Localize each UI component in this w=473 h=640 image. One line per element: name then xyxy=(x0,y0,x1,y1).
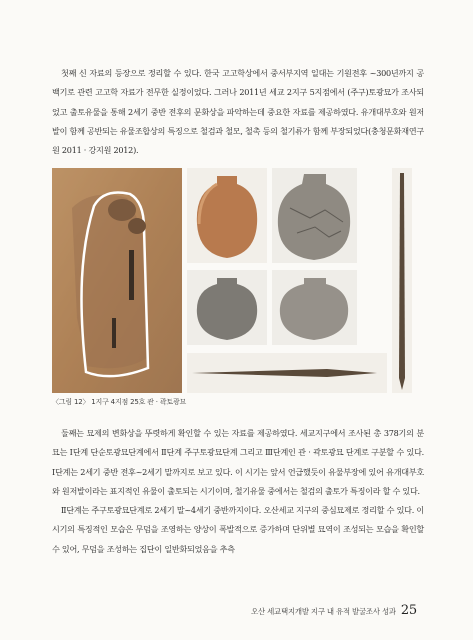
page-number: 25 xyxy=(400,603,417,618)
figure-caption: 〈그림 12〉 1지구 4지점 25호 관 · 곽토광묘 xyxy=(52,398,187,406)
body-paragraph-2 xyxy=(52,424,424,559)
burial-pit-photo xyxy=(52,168,182,393)
page-footer xyxy=(251,603,417,618)
small-jar-photo xyxy=(187,270,267,345)
figure-12 xyxy=(52,168,412,393)
paragraph-text: 첫째 신 자료의 등장으로 정리할 수 있다. 한국 고고학상에서 중서부지역 일대는 기원전후 ~300년까지 공백기로 관련 고고학 자료가 전무한 실정이었다. 그러나 2011년 세교 2지구 5지점에서 (주구)토광묘가 조사되었고 출토유물을 통해 2세기 중반 전후의 문화상을 파악하는데 중요한 자료를 제공하였다. 유개대부호와 원저발이 함께 공반되는 유물조합상의 특징으로 철검과 철모, 철촉 등의 철기류가 함께 부장되었다(충청문화재연구원 2011 · 강지원 2012). xyxy=(52,68,424,156)
running-title: 오산 세교택지개발 지구 내 유적 발굴조사 성과 xyxy=(251,607,396,616)
paragraph-text: Ⅱ단계는 주구토광묘단계로 2세기 말~4세기 중반까지이다. 오산세교 지구의 중심묘제로 정리할 수 있다. 이 시기의 특징적인 모습은 무덤을 조영하는 양상이 폭발적으로 증가하며 단위별 묘역이 조성되는 모습을 확인할 수 있어, 무덤을 조성하는 집단이 일반화되었음을 추측 xyxy=(52,505,424,554)
iron-sword-photo xyxy=(392,168,412,393)
grey-jar-photo xyxy=(272,168,357,263)
iron-spearhead-photo xyxy=(187,353,387,393)
paragraph-text: 둘째는 묘제의 변화상을 뚜렷하게 확인할 수 있는 자료를 제공하였다. 세교지구에서 조사된 총 378기의 분묘는 Ⅰ단계 단순토광묘단계에서 Ⅱ단계 주구토광묘단계 그리고 Ⅲ단계인 관 · 곽토광묘 단계로 구분할 수 있다. Ⅰ단계는 2세기 중반 전후~2세기 말까지로 보고 있다. 이 시기는 앞서 언급했듯이 유물부장에 있어 유개대부호와 원저발이라는 표지적인 유물이 출토되는 시기이며, 철기유물 중에서는 철검의 출토가 특징이라 할 수 있다. xyxy=(52,428,424,496)
body-paragraph-1 xyxy=(52,64,424,160)
red-jar-photo xyxy=(187,168,267,263)
round-jar-photo xyxy=(272,270,357,345)
